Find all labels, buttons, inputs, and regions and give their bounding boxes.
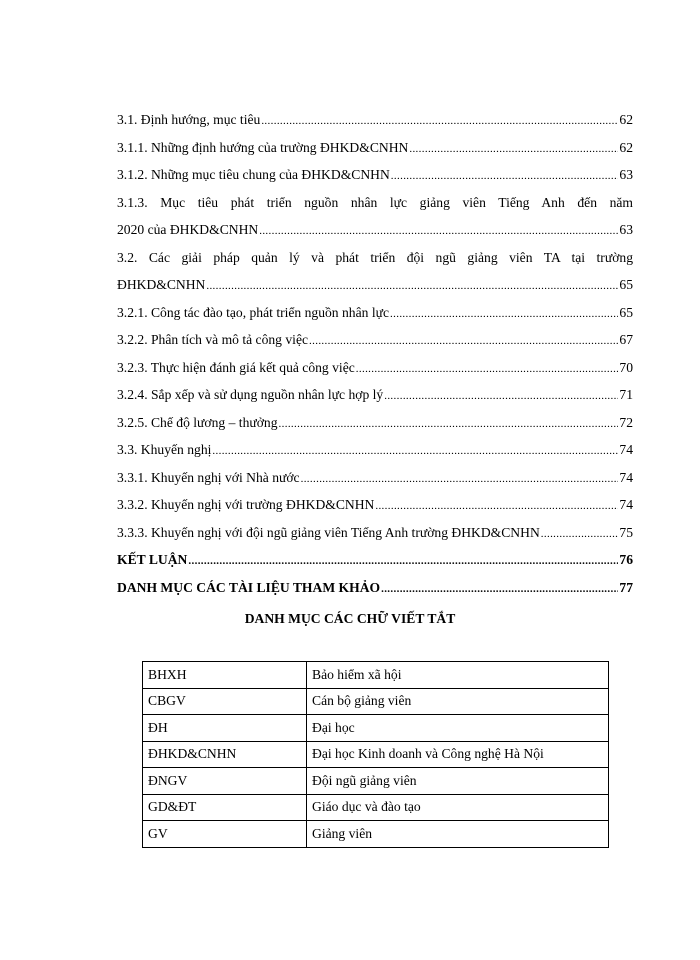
table-of-contents (117, 112, 633, 607)
toc-entry-page: 75 (619, 524, 633, 540)
toc-entry-title-continued: 2020 của ĐHKD&CNHN (117, 222, 259, 237)
toc-entry-3-3-2[interactable] (117, 497, 633, 525)
dot-leader (301, 470, 618, 486)
dot-leader (212, 442, 618, 458)
toc-entry-page: 74 (619, 469, 633, 485)
toc-entry-title: 3.3.2. Khuyến nghị với trường ĐHKD&CNHN (117, 497, 375, 512)
toc-entry-page: 70 (619, 359, 633, 375)
toc-entry-tai-lieu-tham-khao[interactable] (117, 580, 633, 608)
toc-entry-page: 67 (619, 332, 633, 347)
dot-leader (541, 525, 618, 541)
dot-leader (384, 387, 618, 403)
toc-entry-3-2-5[interactable] (117, 415, 633, 443)
dot-leader (375, 497, 618, 513)
table-row (143, 794, 609, 821)
toc-entry-title: 3.1. Định hướng, mục tiêu (117, 112, 261, 127)
toc-entry-title: 3.2. Các giải pháp quản lý và phát triển đội ngũ giảng viên TA tại trường (117, 249, 633, 265)
toc-entry-3-3-1[interactable] (117, 470, 633, 498)
dot-leader (279, 415, 618, 431)
toc-entry-3-2-4[interactable] (117, 387, 633, 415)
dot-leader (259, 222, 618, 238)
toc-entry-page: 74 (619, 442, 633, 457)
toc-entry-3-1-2[interactable] (117, 167, 633, 195)
meaning-cell: Giảng viên (307, 821, 609, 848)
table-row (143, 741, 609, 768)
toc-entry-title: 3.1.2. Những mục tiêu chung của ĐHKD&CNHN (117, 167, 390, 182)
abbreviations-table (142, 661, 609, 848)
abbr-cell: ĐNGV (143, 768, 307, 795)
meaning-cell: Đại học (307, 715, 609, 742)
toc-entry-3-2-3[interactable] (117, 360, 633, 388)
toc-entry-page: 63 (619, 167, 633, 182)
toc-entry-title: 3.2.1. Công tác đào tạo, phát triển nguồn nhân lực (117, 304, 390, 320)
toc-entry-page: 62 (619, 139, 633, 155)
toc-entry-title: 3.2.3. Thực hiện đánh giá kết quả công việc (117, 359, 355, 375)
abbr-cell: BHXH (143, 662, 307, 689)
toc-entry-3-2-1[interactable] (117, 305, 633, 333)
meaning-cell: Đội ngũ giảng viên (307, 768, 609, 795)
toc-entry-title: 3.2.4. Sắp xếp và sử dụng nguồn nhân lực hợp lý (117, 387, 384, 402)
toc-entry-page: 65 (619, 304, 633, 320)
toc-entry-title: 3.1.3. Mục tiêu phát triển nguồn nhân lực giảng viên Tiếng Anh đến năm (117, 194, 633, 210)
table-row (143, 768, 609, 795)
abbr-cell: GV (143, 821, 307, 848)
table-row (143, 715, 609, 742)
dot-leader (381, 580, 618, 596)
toc-entry-3-1[interactable] (117, 112, 633, 140)
toc-entry-title: 3.3.1. Khuyến nghị với Nhà nước (117, 469, 300, 485)
toc-entry-title: 3.3.3. Khuyến nghị với đội ngũ giảng viên Tiếng Anh trường ĐHKD&CNHN (117, 524, 540, 540)
meaning-cell: Cán bộ giảng viên (307, 688, 609, 715)
abbr-cell: ĐHKD&CNHN (143, 741, 307, 768)
table-row (143, 688, 609, 715)
dot-leader (390, 305, 618, 321)
dot-leader (309, 332, 618, 348)
toc-entry-title: 3.2.5. Chế độ lương – thưởng (117, 414, 278, 430)
toc-entry-page: 71 (619, 387, 633, 402)
abbr-cell: GD&ĐT (143, 794, 307, 821)
toc-entry-title: 3.3. Khuyến nghị (117, 442, 212, 457)
toc-entry-page: 77 (619, 579, 633, 595)
toc-entry-title: 3.1.1. Những định hướng của trường ĐHKD&CNHN (117, 139, 409, 155)
toc-entry-title: 3.2.2. Phân tích và mô tả công việc (117, 332, 309, 347)
meaning-cell: Đại học Kinh doanh và Công nghệ Hà Nội (307, 741, 609, 768)
abbreviations-title: DANH MỤC CÁC CHỮ VIẾT TẮT (244, 611, 456, 626)
dot-leader (261, 112, 618, 128)
toc-entry-ket-luan[interactable] (117, 552, 633, 580)
dot-leader (391, 167, 618, 183)
dot-leader (206, 277, 618, 293)
table-row (143, 662, 609, 689)
toc-entry-3-3[interactable] (117, 442, 633, 470)
toc-entry-page: 63 (619, 222, 633, 237)
toc-entry-3-3-3[interactable] (117, 525, 633, 553)
toc-entry-3-1-1[interactable] (117, 140, 633, 168)
toc-entry-3-2-2[interactable] (117, 332, 633, 360)
table-row (143, 821, 609, 848)
toc-entry-3-1-3-line2[interactable] (117, 222, 633, 250)
toc-entry-page: 76 (619, 552, 633, 567)
meaning-cell: Bảo hiểm xã hội (307, 662, 609, 689)
toc-entry-3-1-3-line1[interactable] (117, 195, 633, 223)
abbr-cell: CBGV (143, 688, 307, 715)
toc-entry-title: DANH MỤC CÁC TÀI LIỆU THAM KHẢO (117, 579, 381, 595)
dot-leader (356, 360, 618, 376)
dot-leader (188, 552, 618, 568)
dot-leader (409, 140, 618, 156)
toc-entry-page: 65 (619, 277, 633, 292)
toc-entry-title: KẾT LUẬN (117, 552, 188, 567)
abbr-cell: ĐH (143, 715, 307, 742)
meaning-cell: Giáo dục và đào tạo (307, 794, 609, 821)
toc-entry-3-2-line2[interactable] (117, 277, 633, 305)
toc-entry-3-2-line1[interactable] (117, 250, 633, 278)
toc-entry-title-continued: ĐHKD&CNHN (117, 277, 206, 292)
toc-entry-page: 74 (619, 497, 633, 512)
toc-entry-page: 62 (619, 112, 633, 127)
toc-entry-page: 72 (619, 414, 633, 430)
